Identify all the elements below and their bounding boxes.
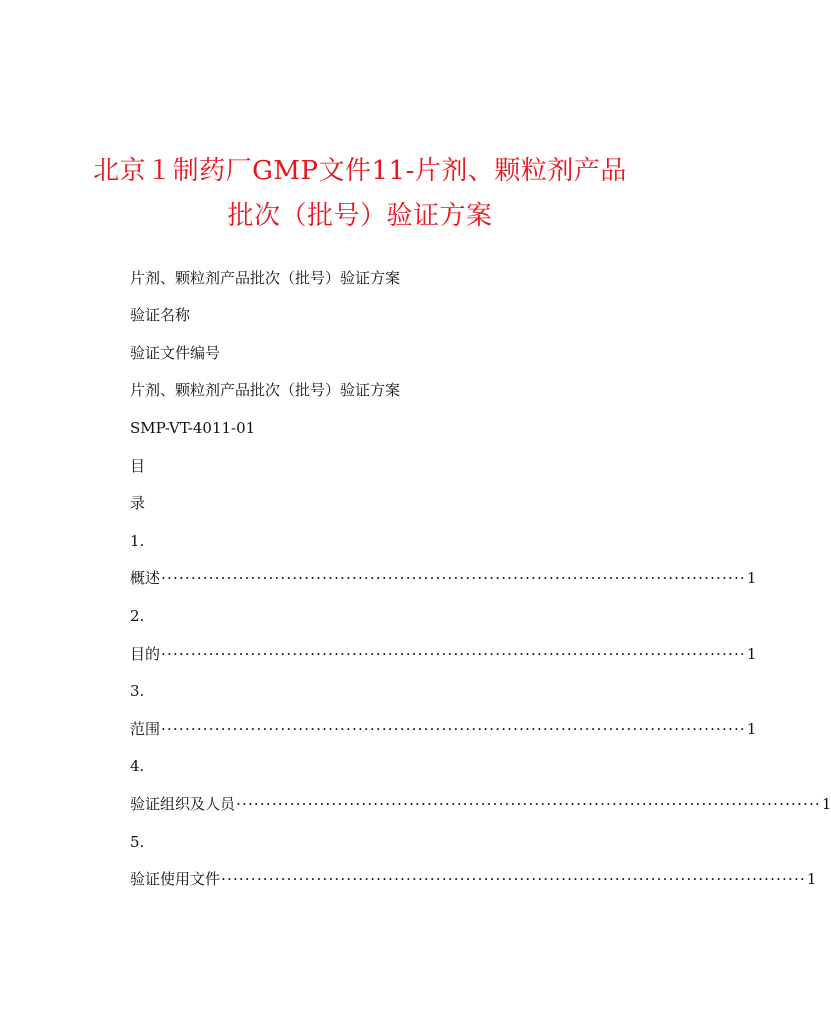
paragraph-subtitle: 片剂、颗粒剂产品批次（批号）验证方案 <box>130 269 401 287</box>
toc-entry-text: 范围 <box>130 720 161 738</box>
toc-page-number: 1 <box>821 795 831 813</box>
toc-page-number: 1 <box>746 720 757 738</box>
toc-entry-organization[interactable] <box>130 794 831 814</box>
toc-entry-overview[interactable] <box>130 568 757 588</box>
toc-leader-dots: ·································································································· <box>236 795 821 813</box>
toc-entry-text: 验证组织及人员 <box>130 795 236 813</box>
toc-number-1: 1. <box>130 532 145 550</box>
toc-page-number: 1 <box>746 645 757 663</box>
toc-leader-dots: ·································································································· <box>221 870 806 888</box>
paragraph-scheme-name: 片剂、颗粒剂产品批次（批号）验证方案 <box>130 381 401 399</box>
toc-entry-text: 验证使用文件 <box>130 870 221 888</box>
document-title-line-2: 批次（批号）验证方案 <box>227 201 493 231</box>
document-title-line-1: 北京１制药厂GMP文件11-片剂、颗粒剂产品 <box>93 156 627 186</box>
toc-page-number: 1 <box>746 569 757 587</box>
paragraph-validation-doc-number: 验证文件编号 <box>130 344 221 362</box>
paragraph-validation-name: 验证名称 <box>130 306 191 324</box>
toc-number-5: 5. <box>130 833 145 851</box>
toc-number-2: 2. <box>130 607 145 625</box>
toc-entry-purpose[interactable] <box>130 644 757 664</box>
toc-entry-scope[interactable] <box>130 719 757 739</box>
toc-entry-documents[interactable] <box>130 869 817 889</box>
paragraph-contents-heading-2: 录 <box>130 494 146 512</box>
toc-leader-dots: ·································································································· <box>161 569 746 587</box>
paragraph-doc-code: SMP-VT-4011-01 <box>130 419 256 437</box>
toc-page-number: 1 <box>806 870 817 888</box>
toc-leader-dots: ·································································································· <box>161 645 746 663</box>
toc-number-3: 3. <box>130 682 145 700</box>
toc-number-4: 4. <box>130 757 145 775</box>
paragraph-contents-heading-1: 目 <box>130 457 146 475</box>
toc-entry-text: 概述 <box>130 569 161 587</box>
toc-leader-dots: ·································································································· <box>161 720 746 738</box>
toc-entry-text: 目的 <box>130 645 161 663</box>
